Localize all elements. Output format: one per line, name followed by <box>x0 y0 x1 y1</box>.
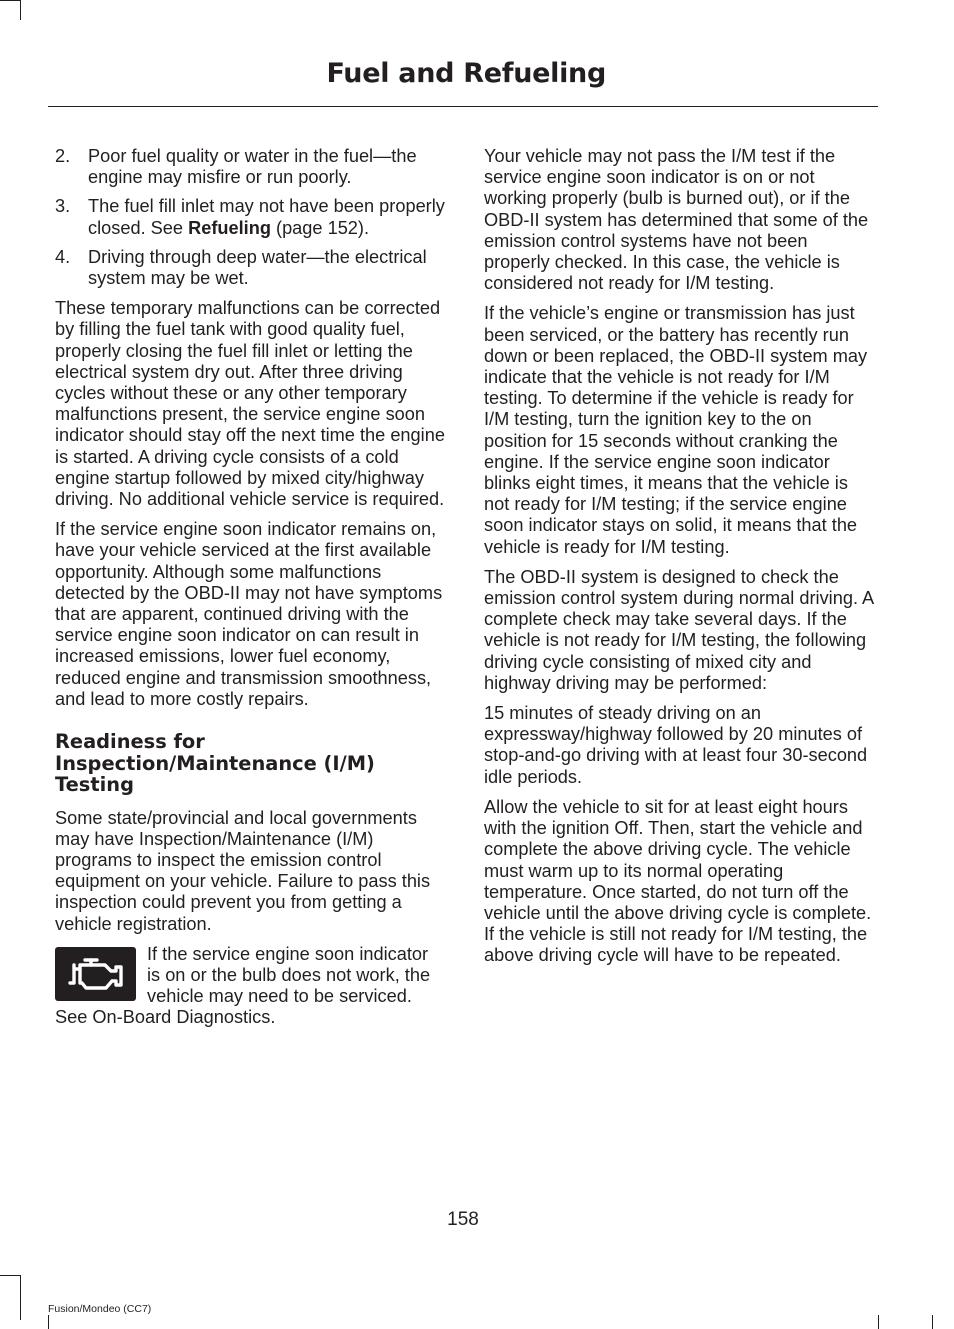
crop-mark-bottom-left-h <box>0 1275 20 1276</box>
crop-mark-top-left-h <box>0 0 20 1</box>
list-item <box>55 247 445 289</box>
indicator-note <box>55 944 445 1029</box>
left-column <box>55 146 445 1029</box>
list-text-after: (page 152). <box>270 217 370 238</box>
paragraph: If the service engine soon indicator remains on, have your vehicle serviced at the first available opportunity. Although some malfunctions detected by the OBD-II may not have symptoms that are apparent, continued driving with the service engine soon indicator on can result in increased emissions, lower fuel economy, reduced engine and transmission smoothness, and lead to more costly repairs. <box>55 519 443 709</box>
right-column <box>484 146 876 976</box>
paragraph: These temporary malfunctions can be corrected by filling the fuel tank with good quality fuel, properly closing the fuel fill inlet or letting the electrical system dry out. After three driving cycles without these or any other temporary malfunctions present, the service engine soon indicator should stay off the next time the engine is started. A driving cycle consists of a cold engine startup followed by mixed city/highway driving. No additional vehicle service is required. <box>55 298 445 510</box>
list-item <box>55 146 445 188</box>
paragraph: The OBD-II system is designed to check the emission control system during normal driving. A complete check may take several days. If the vehicle is not ready for I/M testing, the following driving cycle consisting of mixed city and highway driving may be performed: <box>484 566 874 693</box>
refueling-link[interactable]: Refueling <box>188 217 271 238</box>
cause-list <box>55 146 445 289</box>
list-text-before: The fuel fill inlet may not have been properly closed. See <box>88 196 445 238</box>
model-label: Fusion/Mondeo (CC7) <box>48 1303 152 1315</box>
list-item <box>55 196 445 238</box>
crop-mark-bottom-mid <box>48 1315 49 1329</box>
list-number: 2. <box>55 146 71 166</box>
indicator-note-text: If the service engine soon indicator is on or the bulb does not work, the vehicle may need to be serviced. See On-Board Diagnostics. <box>55 943 431 1028</box>
paragraph: Your vehicle may not pass the I/M test if the service engine soon indicator is on or not working properly (bulb is burned out), or if the OBD-II system has determined that some of the emission control systems have not been properly checked. In this case, the vehicle is considered not ready for I/M testing. <box>484 146 869 294</box>
list-text: Poor fuel quality or water in the fuel—the engine may misfire or run poorly. <box>88 146 417 188</box>
list-text <box>88 196 445 238</box>
crop-mark-top-left-v <box>20 0 21 20</box>
list-number: 3. <box>55 196 71 217</box>
crop-mark-bottom-right-1 <box>878 1315 879 1329</box>
header-rule <box>48 106 878 107</box>
paragraph: Some state/provincial and local governments may have Inspection/Maintenance (I/M) programs to inspect the emission control equipment on your vehicle. Failure to pass this inspection could prevent you from getting a vehicle registration. <box>55 807 431 934</box>
crop-mark-bottom-left-v <box>20 1275 21 1320</box>
page-number: 158 <box>447 1209 479 1230</box>
crop-mark-bottom-right-2 <box>932 1315 933 1329</box>
check-engine-icon <box>55 947 136 1001</box>
paragraph: If the vehicle’s engine or transmission has just been serviced, or the battery has recently run down or been replaced, the OBD-II system may indicate that the vehicle is not ready for I/M testing. To determine if the vehicle is ready for I/M testing, turn the ignition key to the on position for 15 seconds without cranking the engine. If the service engine soon indicator blinks eight times, it means that the vehicle is not ready for I/M testing; if the service engine soon indicator stays on solid, it means that the vehicle is ready for I/M testing. <box>484 303 868 557</box>
section-heading: Readiness for Inspection/Maintenance (I/M) Testing <box>55 730 375 797</box>
list-number: 4. <box>55 246 71 267</box>
page-title: Fuel and Refueling <box>326 58 606 89</box>
paragraph: Allow the vehicle to sit for at least eight hours with the ignition Off. Then, start the vehicle and complete the above driving cycle. The vehicle must warm up to its normal operating temperature. Once started, do not turn off the vehicle until the above driving cycle is complete. If the vehicle is still not ready for I/M testing, the above driving cycle will have to be repeated. <box>484 796 872 966</box>
list-text: Driving through deep water—the electrical system may be wet. <box>88 246 427 289</box>
paragraph: 15 minutes of steady driving on an expressway/highway followed by 20 minutes of stop-and-go driving with at least four 30-second idle periods. <box>484 703 868 787</box>
